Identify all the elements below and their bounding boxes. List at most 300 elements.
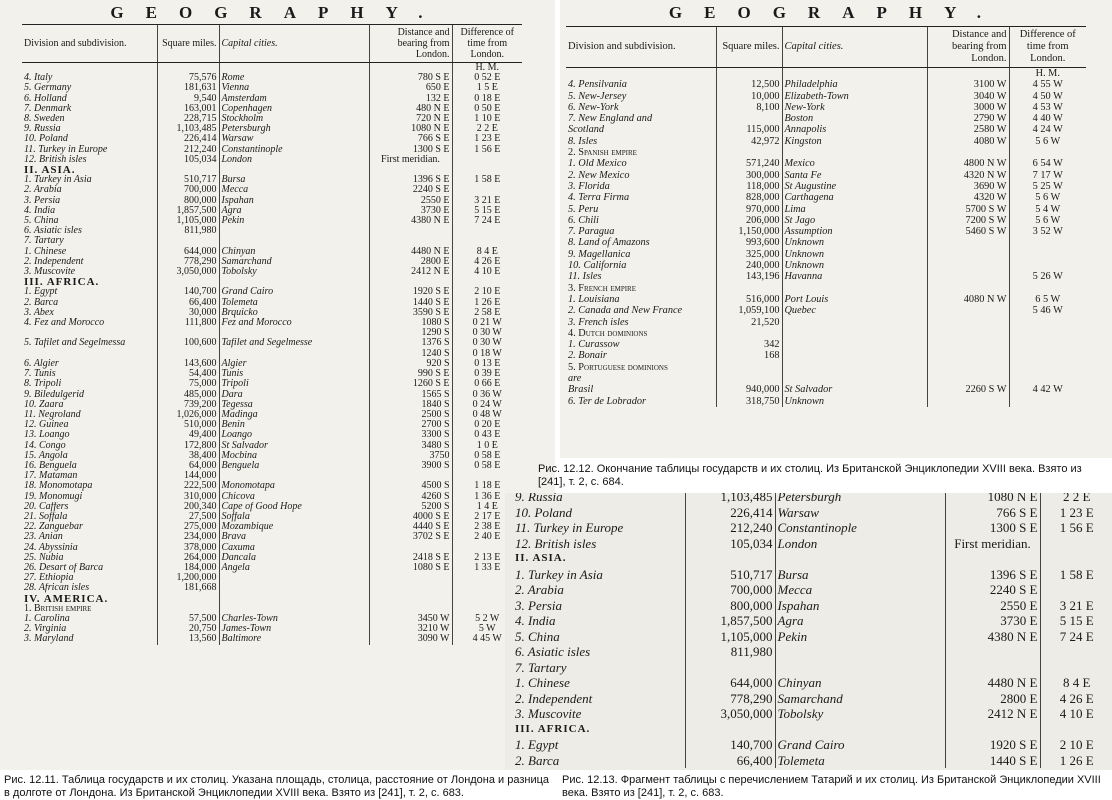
table-cell: 38,400 xyxy=(157,451,219,461)
table-cell: 0 24 W xyxy=(452,400,522,410)
table-row xyxy=(566,237,1086,248)
table-cell: 7. Tunis xyxy=(24,369,56,380)
table-cell: 2500 S xyxy=(369,410,452,420)
table-cell: 2 10 E xyxy=(1040,737,1112,753)
table-cell: 6. Chili xyxy=(568,214,599,226)
table-cell: 811,980 xyxy=(685,644,775,660)
table-row xyxy=(22,379,522,389)
table-cell xyxy=(927,147,1009,158)
table-cell: 11. Turkey in Europe xyxy=(24,144,108,155)
table-row xyxy=(22,624,522,634)
table-cell xyxy=(945,660,1040,676)
table-cell: 800,000 xyxy=(685,598,775,614)
table-cell xyxy=(22,349,157,359)
table-row xyxy=(566,124,1086,135)
table-cell: 3. Maryland xyxy=(24,634,74,645)
table-cell: 778,290 xyxy=(685,691,775,707)
table-cell: 1 56 E xyxy=(1040,520,1112,536)
table-cell xyxy=(716,283,782,294)
table-cell: 0 20 E xyxy=(452,420,522,430)
table-row xyxy=(22,532,522,542)
table-cell: 234,000 xyxy=(157,532,219,542)
table-cell: 2. Barca xyxy=(24,297,59,308)
table-row xyxy=(513,582,1112,598)
table-cell: 5. China xyxy=(24,216,59,227)
table-cell: 3. Muscovite xyxy=(24,267,76,278)
table-cell xyxy=(219,328,369,338)
table-cell: 2. Arabia xyxy=(515,582,564,597)
table-cell xyxy=(782,350,927,361)
table-cell xyxy=(685,660,775,676)
table-cell: 1080 S E xyxy=(369,563,452,573)
table-cell: Copenhagen xyxy=(219,104,369,114)
table-cell: 7. Tartary xyxy=(515,659,567,675)
table-cell xyxy=(782,147,927,158)
table-row xyxy=(22,614,522,624)
table-cell: Unknown xyxy=(782,396,927,407)
table-cell xyxy=(369,594,452,604)
table-cell: 7 17 W xyxy=(1009,170,1086,181)
table-cell xyxy=(157,594,219,604)
table-cell: 8. Isles xyxy=(568,135,598,147)
table-cell xyxy=(157,236,219,246)
table-cell: II. ASIA. xyxy=(515,552,567,564)
table-cell: Algier xyxy=(219,359,369,369)
table-cell: 5. China xyxy=(515,628,560,644)
table-cell: 0 48 W xyxy=(452,410,522,420)
table-cell: 2 10 E xyxy=(452,287,522,297)
table-cell xyxy=(1040,582,1112,598)
table-cell: 4. Pensilvania xyxy=(568,79,627,91)
table-cell: 3,050,000 xyxy=(685,706,775,722)
table-row xyxy=(22,308,522,318)
table-cell: 20. Caffers xyxy=(24,501,69,512)
table-cell: 7. New England and xyxy=(568,113,653,125)
table-cell: Baltimore xyxy=(219,634,369,644)
table-cell: 2800 E xyxy=(945,691,1040,707)
table-cell xyxy=(1009,317,1086,328)
table-cell: 100,600 xyxy=(157,338,219,348)
table-row xyxy=(22,257,522,267)
table-cell: 5. Peru xyxy=(568,203,599,215)
table-head xyxy=(22,25,522,63)
table-cell: 1300 S E xyxy=(369,145,452,155)
table-cell: 1 56 E xyxy=(452,145,522,155)
table-cell: 181,631 xyxy=(157,83,219,93)
table-row xyxy=(22,196,522,206)
table-cell: 2790 W xyxy=(927,113,1009,124)
table-cell: 75,000 xyxy=(157,379,219,389)
table-cell: Kingston xyxy=(782,136,927,147)
table-cell: 1. Old Mexico xyxy=(568,158,627,170)
table-cell: Cape of Good Hope xyxy=(219,502,369,512)
table-cell: 5 46 W xyxy=(1009,305,1086,316)
table-cell: 3. Persia xyxy=(515,597,562,613)
table-row xyxy=(513,567,1112,583)
table-cell: 1080 S xyxy=(369,318,452,328)
table-cell: 4 55 W xyxy=(1009,79,1086,90)
table-cell: Monomotapa xyxy=(219,481,369,491)
table-cell: 4. Italy xyxy=(24,73,53,84)
table-cell xyxy=(219,471,369,481)
table-cell: Benguela xyxy=(219,461,369,471)
table-row xyxy=(22,471,522,481)
header-row xyxy=(566,27,1086,68)
table-row xyxy=(22,145,522,155)
table-cell: 1240 S xyxy=(369,349,452,359)
table-cell: 24. Abyssinia xyxy=(24,542,78,553)
table-cell: 4000 S E xyxy=(369,512,452,522)
table-cell xyxy=(1009,373,1086,384)
table-cell xyxy=(157,277,219,287)
table-cell xyxy=(782,317,927,328)
table-cell: New-York xyxy=(782,102,927,113)
table-row xyxy=(566,215,1086,226)
table-cell: 3. French empire xyxy=(568,282,636,294)
figure-12-12-caption: Рис. 12.12. Окончание таблицы государств и их столиц. Из Британской Энциклопедии XVIII века. Взято из [241], т. 2, с. 684. xyxy=(538,463,1082,488)
column-header: Distance and bearing from London. xyxy=(369,25,452,63)
table-cell: 1,103,485 xyxy=(685,493,775,505)
table-cell: 10. Zaara xyxy=(24,399,64,410)
table-cell: 5 4 W xyxy=(1009,204,1086,215)
table-cell: 3. Florida xyxy=(568,180,610,192)
table-cell: Caxuma xyxy=(219,543,369,553)
table-row xyxy=(22,400,522,410)
table-cell: 3000 W xyxy=(927,102,1009,113)
table-cell: 739,200 xyxy=(157,400,219,410)
table-cell: 1 23 E xyxy=(452,134,522,144)
table-cell: 140,700 xyxy=(157,287,219,297)
table-cell: James-Town xyxy=(219,624,369,634)
table-cell: 5. New-Jersey xyxy=(568,90,627,102)
table-cell: 4. Dutch dominions xyxy=(568,327,648,339)
table-row xyxy=(22,287,522,297)
table-cell: Warsaw xyxy=(219,134,369,144)
table-cell: Mocbina xyxy=(219,451,369,461)
table-cell: 1396 S E xyxy=(369,175,452,185)
table-cell xyxy=(927,260,1009,271)
table-cell: 2. Spanish empire xyxy=(568,147,637,159)
table-cell: 0 30 W xyxy=(452,338,522,348)
figure-12-12-scan xyxy=(560,0,1112,458)
table-cell: 25. Nubia xyxy=(24,552,64,563)
table-cell xyxy=(1040,551,1112,567)
table-cell: 4 53 W xyxy=(1009,102,1086,113)
table-cell: 6 5 W xyxy=(1009,294,1086,305)
table-cell xyxy=(782,339,927,350)
table-row xyxy=(22,451,522,461)
table-row xyxy=(513,722,1112,738)
table-cell: 1 18 E xyxy=(452,481,522,491)
table-cell: 105,034 xyxy=(157,155,219,165)
table-row xyxy=(22,73,522,83)
table-cell: 970,000 xyxy=(716,204,782,215)
table-cell: Constantinople xyxy=(775,520,945,536)
table-cell xyxy=(369,573,452,583)
table-cell: 1,150,000 xyxy=(716,226,782,237)
table-cell: 2 58 E xyxy=(452,308,522,318)
table-cell: 0 39 E xyxy=(452,369,522,379)
table-cell: 140,700 xyxy=(685,737,775,753)
table-cell: 143,600 xyxy=(157,359,219,369)
table-cell: 0 58 E xyxy=(452,461,522,471)
table-cell: 212,240 xyxy=(685,520,775,536)
table-cell: Brasil xyxy=(568,384,594,396)
table-cell: 0 36 W xyxy=(452,390,522,400)
table-cell: 12. British isles xyxy=(24,154,87,165)
table-cell: II. ASIA. xyxy=(24,165,76,176)
table-cell: 4. India xyxy=(24,205,56,216)
table-cell: Angela xyxy=(219,563,369,573)
table-cell: 57,500 xyxy=(157,614,219,624)
table-cell xyxy=(219,277,369,287)
table-row xyxy=(22,338,522,348)
table-row xyxy=(22,206,522,216)
table-cell: 378,000 xyxy=(157,543,219,553)
table-cell xyxy=(927,305,1009,316)
table-row xyxy=(22,165,522,175)
table-row xyxy=(22,583,522,593)
table-cell: 10. California xyxy=(568,260,627,272)
table-cell: Carthagena xyxy=(782,192,927,203)
table-cell xyxy=(1040,536,1112,552)
table-cell: 5460 S W xyxy=(927,226,1009,237)
table-cell: 3 52 W xyxy=(1009,226,1086,237)
table-cell: Amsterdam xyxy=(219,94,369,104)
table-cell: 8. Sweden xyxy=(24,114,65,125)
table-cell xyxy=(452,226,522,236)
table-cell: 13,560 xyxy=(157,634,219,644)
table-cell: 7. Denmark xyxy=(24,103,72,114)
table-cell: 14. Congo xyxy=(24,440,66,451)
table-cell xyxy=(775,551,945,567)
table-cell: 5 W xyxy=(452,624,522,634)
table-cell: 18. Monomotapa xyxy=(24,481,93,492)
table-cell: Philadelphia xyxy=(782,79,927,90)
table-cell: 21,520 xyxy=(716,317,782,328)
table-cell: Grand Cairo xyxy=(775,737,945,753)
table-cell xyxy=(685,722,775,738)
table-cell: 0 58 E xyxy=(452,451,522,461)
table-cell: 5. Tafilet and Segelmessa xyxy=(24,338,126,349)
table-cell: 510,717 xyxy=(157,175,219,185)
table-cell: Mecca xyxy=(219,185,369,195)
table-cell: 7 24 E xyxy=(452,216,522,226)
table-cell xyxy=(927,68,1009,80)
table-cell: 4 24 W xyxy=(1009,124,1086,135)
table-cell: 1 36 E xyxy=(452,492,522,502)
table-cell: 0 13 E xyxy=(452,359,522,369)
table-cell: Bursa xyxy=(219,175,369,185)
table-cell xyxy=(927,283,1009,294)
table-cell: 12. British isles xyxy=(515,535,597,551)
table-cell: Ispahan xyxy=(775,598,945,614)
table-row xyxy=(22,134,522,144)
table-cell: 3. Abex xyxy=(24,307,54,318)
table-cell: 300,000 xyxy=(716,170,782,181)
table-cell: 132 E xyxy=(369,94,452,104)
table-cell: 172,800 xyxy=(157,441,219,451)
table-cell: 5200 S xyxy=(369,502,452,512)
table-cell: 1920 S E xyxy=(945,737,1040,753)
table-cell xyxy=(219,573,369,583)
figure-12-11-scan xyxy=(0,0,555,770)
table-cell xyxy=(945,551,1040,567)
table-cell: 6. Holland xyxy=(24,93,67,104)
table-cell xyxy=(782,68,927,80)
table-cell: 8. Land of Amazons xyxy=(568,237,650,249)
table-cell: 111,800 xyxy=(157,318,219,328)
table-cell: 1,059,100 xyxy=(716,305,782,316)
table-cell: Assumption xyxy=(782,226,927,237)
table-row xyxy=(566,339,1086,350)
table-cell: 20,750 xyxy=(157,624,219,634)
table-row xyxy=(22,430,522,440)
table-row xyxy=(22,349,522,359)
table-cell: Rome xyxy=(219,73,369,83)
table-cell xyxy=(369,165,452,175)
table-cell: 9. Russia xyxy=(515,493,563,504)
table-cell: 1. Chinese xyxy=(24,246,67,257)
table-cell xyxy=(775,644,945,660)
table-cell xyxy=(22,328,157,338)
table-cell: 5 25 W xyxy=(1009,181,1086,192)
table-row xyxy=(566,305,1086,316)
table-cell: 6. Algier xyxy=(24,358,59,369)
table-cell: 6. Asiatic isles xyxy=(515,644,591,659)
table-cell: 2412 N E xyxy=(945,706,1040,722)
table-cell xyxy=(927,350,1009,361)
table-cell: 510,000 xyxy=(157,420,219,430)
table-cell xyxy=(369,604,452,614)
table-row xyxy=(22,226,522,236)
table-row xyxy=(566,384,1086,395)
table-cell: 510,717 xyxy=(685,567,775,583)
table-cell xyxy=(1009,339,1086,350)
table-cell: 2 38 E xyxy=(452,522,522,532)
table-cell: 2. Barca xyxy=(515,752,560,768)
table-cell: St Salvador xyxy=(782,384,927,395)
table-cell xyxy=(782,373,927,384)
table-cell: 7. Tartary xyxy=(24,236,64,247)
table-row xyxy=(22,83,522,93)
table-cell: Samarchand xyxy=(219,257,369,267)
table-cell: 9. Russia xyxy=(24,124,61,135)
column-header: Square miles. xyxy=(157,25,219,63)
table-cell: Agra xyxy=(219,206,369,216)
table-cell: 2. Arabia xyxy=(24,185,62,196)
table-cell: 2 2 E xyxy=(1040,493,1112,505)
table-row xyxy=(513,644,1112,660)
table-row xyxy=(513,691,1112,707)
table-cell: Unknown xyxy=(782,260,927,271)
table-cell: 0 18 E xyxy=(452,94,522,104)
table-cell xyxy=(369,63,452,74)
table-cell xyxy=(1040,660,1112,676)
table-cell: 3,050,000 xyxy=(157,267,219,277)
table-row xyxy=(22,277,522,287)
table-cell: 4440 S E xyxy=(369,522,452,532)
table-cell xyxy=(927,373,1009,384)
table-cell: Mozambique xyxy=(219,522,369,532)
table-cell: 3690 W xyxy=(927,181,1009,192)
table-cell: 0 21 W xyxy=(452,318,522,328)
table-cell: 5700 S W xyxy=(927,204,1009,215)
table-cell: 1840 S xyxy=(369,400,452,410)
table-row xyxy=(22,420,522,430)
table-cell: 4080 W xyxy=(927,136,1009,147)
table-cell: 325,000 xyxy=(716,249,782,260)
table-cell: 4 50 W xyxy=(1009,91,1086,102)
table-cell: 3480 S xyxy=(369,441,452,451)
table-cell xyxy=(1009,237,1086,248)
table-row xyxy=(22,563,522,573)
table-cell: 2 40 E xyxy=(452,532,522,542)
table-cell: 310,000 xyxy=(157,492,219,502)
table-cell: Lima xyxy=(782,204,927,215)
table-cell: Vienna xyxy=(219,83,369,93)
figure-12-13-scan xyxy=(505,493,1112,770)
table-row xyxy=(513,753,1112,769)
table-row xyxy=(22,94,522,104)
table-cell: 990 S E xyxy=(369,369,452,379)
table-cell: 4320 N W xyxy=(927,170,1009,181)
table-cell: 228,715 xyxy=(157,114,219,124)
table-cell: 2412 N E xyxy=(369,267,452,277)
table-cell: 4080 N W xyxy=(927,294,1009,305)
table-cell: 342 xyxy=(716,339,782,350)
table-cell: 2 17 E xyxy=(452,512,522,522)
table-cell xyxy=(782,362,927,373)
table-row xyxy=(22,175,522,185)
table-cell: 226,414 xyxy=(157,134,219,144)
table-row xyxy=(22,328,522,338)
table-cell: 4 26 E xyxy=(1040,691,1112,707)
table-cell: 163,001 xyxy=(157,104,219,114)
table-header-title: GEOGRAPHY. xyxy=(668,3,1004,22)
table-cell: 780 S E xyxy=(369,73,452,83)
table-cell: 644,000 xyxy=(157,247,219,257)
table-cell: 4. India xyxy=(515,613,556,628)
table-row xyxy=(22,236,522,246)
table-cell xyxy=(945,722,1040,738)
table-cell: 6. New-York xyxy=(568,101,619,113)
table-cell: 2. Independent xyxy=(24,256,84,267)
table-cell: St Augustine xyxy=(782,181,927,192)
table-row xyxy=(22,543,522,553)
table-cell: 28. African isles xyxy=(24,583,90,594)
table-row xyxy=(22,461,522,471)
table-row xyxy=(566,136,1086,147)
table-cell xyxy=(452,471,522,481)
table-cell: 0 18 W xyxy=(452,349,522,359)
table-row xyxy=(566,294,1086,305)
table-cell: 7200 S W xyxy=(927,215,1009,226)
table-cell: 2240 S E xyxy=(369,185,452,195)
table-cell xyxy=(782,283,927,294)
table-cell: Charles-Town xyxy=(219,614,369,624)
table-cell xyxy=(219,226,369,236)
table-cell xyxy=(566,68,716,80)
table-cell xyxy=(716,362,782,373)
table-cell: 1,105,000 xyxy=(685,629,775,645)
table-cell: 4480 N E xyxy=(369,247,452,257)
table-cell: 212,240 xyxy=(157,145,219,155)
table-row xyxy=(22,441,522,451)
table-cell: 5 6 W xyxy=(1009,136,1086,147)
table-cell: 778,290 xyxy=(157,257,219,267)
table-cell: 17. Mataman xyxy=(24,471,78,482)
